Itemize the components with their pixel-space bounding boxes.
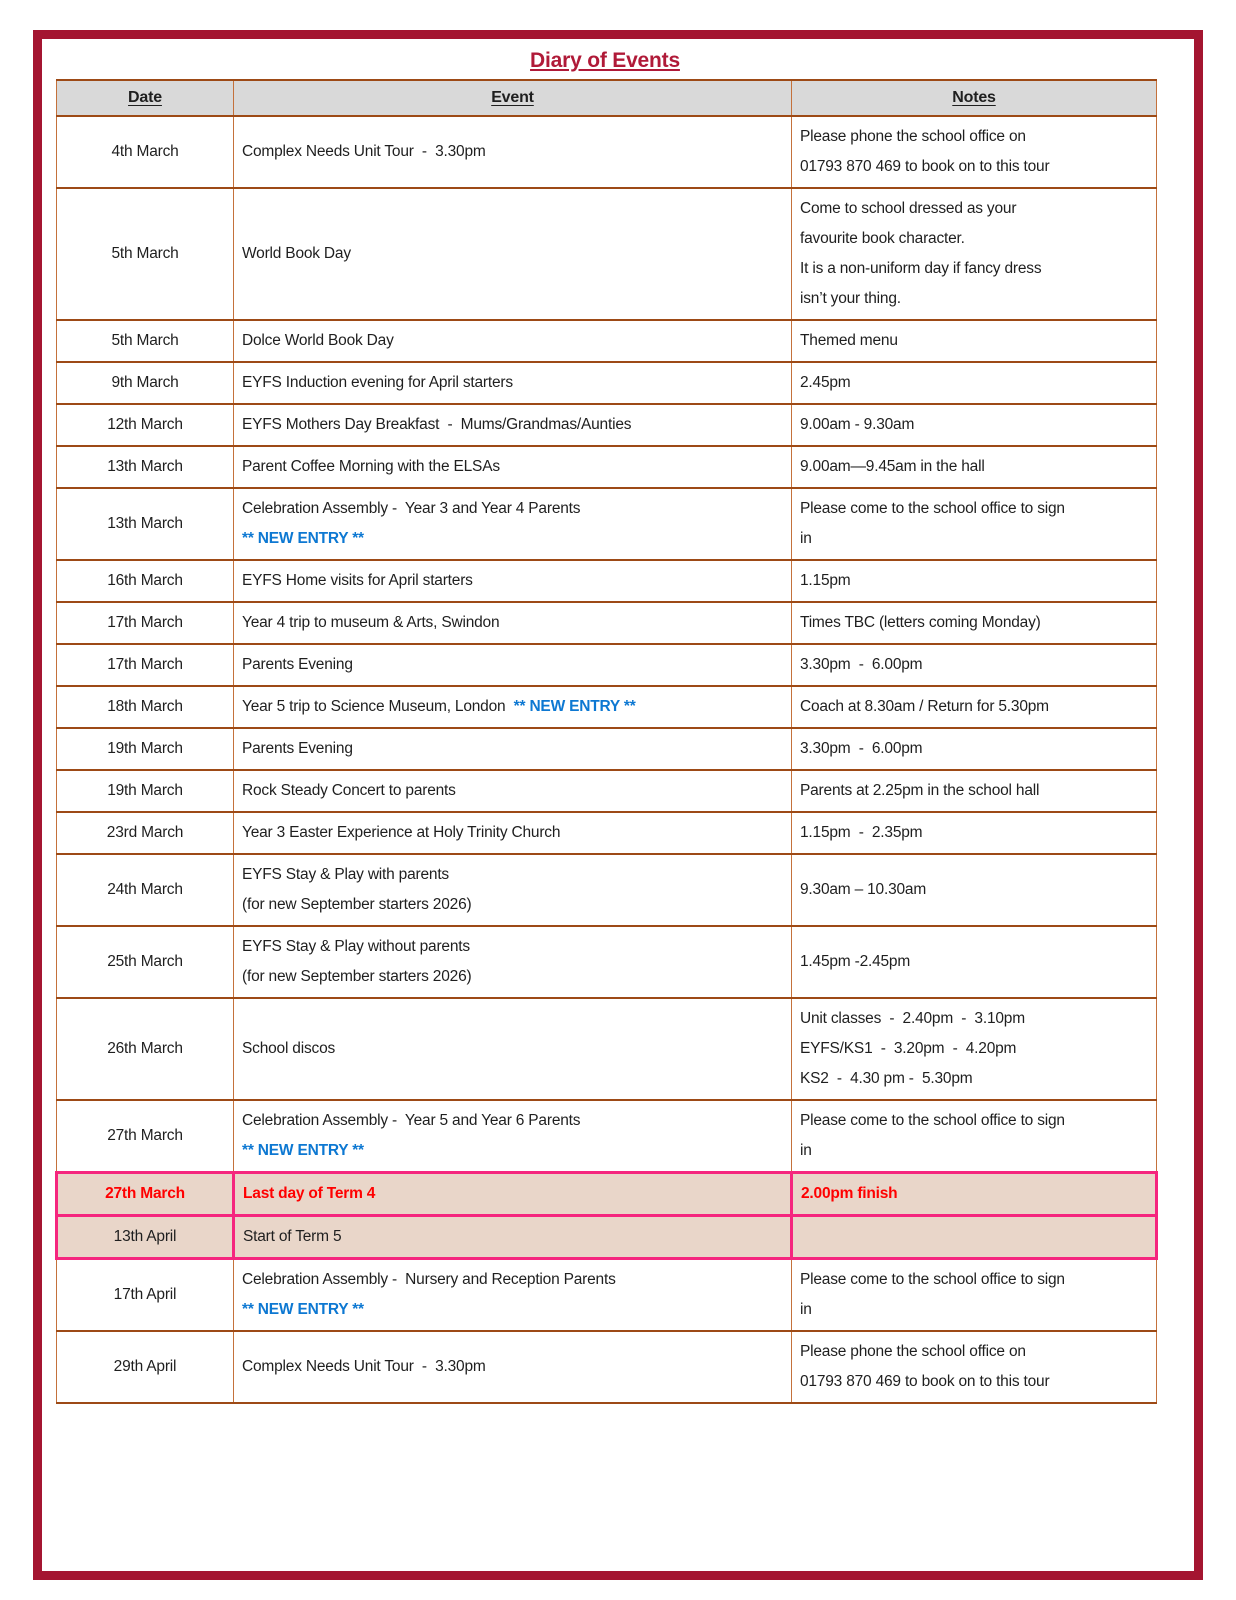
date-cell: 23rd March xyxy=(57,812,234,854)
event-cell: Parent Coffee Morning with the ELSAs xyxy=(234,446,792,488)
date-cell: 16th March xyxy=(57,560,234,602)
date-cell: 5th March xyxy=(57,188,234,320)
table-row xyxy=(57,1216,1157,1259)
event-cell: World Book Day xyxy=(234,188,792,320)
date-cell: 13th March xyxy=(57,488,234,560)
table-row xyxy=(57,770,1157,812)
table-row xyxy=(57,188,1157,320)
new-entry-badge: ** NEW ENTRY ** xyxy=(242,530,364,547)
date-cell: 18th March xyxy=(57,686,234,728)
table-row xyxy=(57,686,1157,728)
date-cell: 13th April xyxy=(57,1216,234,1259)
notes-cell: Parents at 2.25pm in the school hall xyxy=(792,770,1157,812)
notes-cell: 1.15pm xyxy=(792,560,1157,602)
date-cell: 17th April xyxy=(57,1259,234,1332)
date-cell: 26th March xyxy=(57,998,234,1100)
notes-cell: Please come to the school office to sign in xyxy=(792,488,1157,560)
notes-cell: 3.30pm - 6.00pm xyxy=(792,728,1157,770)
notes-cell: Unit classes - 2.40pm - 3.10pm EYFS/KS1 - 3.20pm - 4.20pm KS2 - 4.30 pm - 5.30pm xyxy=(792,998,1157,1100)
event-cell: EYFS Stay & Play with parents (for new September starters 2026) xyxy=(234,854,792,926)
table-row xyxy=(57,320,1157,362)
notes-cell: Please come to the school office to sign in xyxy=(792,1100,1157,1173)
event-cell: Celebration Assembly - Year 3 and Year 4 Parents ** NEW ENTRY ** xyxy=(234,488,792,560)
event-cell: School discos xyxy=(234,998,792,1100)
date-cell: 27th March xyxy=(57,1173,234,1216)
notes-cell: Please come to the school office to sign in xyxy=(792,1259,1157,1332)
event-cell: Parents Evening xyxy=(234,644,792,686)
event-cell: Start of Term 5 xyxy=(234,1216,792,1259)
table-row xyxy=(57,116,1157,188)
new-entry-badge: ** NEW ENTRY ** xyxy=(242,1142,364,1159)
notes-cell: Come to school dressed as your favourite book character. It is a non-uniform day if fancy dress isn’t your thing. xyxy=(792,188,1157,320)
notes-cell: 9.00am—9.45am in the hall xyxy=(792,446,1157,488)
notes-cell: Coach at 8.30am / Return for 5.30pm xyxy=(792,686,1157,728)
date-cell: 29th April xyxy=(57,1331,234,1403)
event-cell: EYFS Stay & Play without parents (for new September starters 2026) xyxy=(234,926,792,998)
table-row xyxy=(57,446,1157,488)
table-row xyxy=(57,362,1157,404)
table-row xyxy=(57,812,1157,854)
date-cell: 9th March xyxy=(57,362,234,404)
event-cell: Year 3 Easter Experience at Holy Trinity Church xyxy=(234,812,792,854)
table-row xyxy=(57,1259,1157,1332)
table-row xyxy=(57,1331,1157,1403)
event-cell: Parents Evening xyxy=(234,728,792,770)
table-row xyxy=(57,560,1157,602)
event-cell: Year 4 trip to museum & Arts, Swindon xyxy=(234,602,792,644)
page-border-frame xyxy=(33,30,1203,1580)
notes-cell: 3.30pm - 6.00pm xyxy=(792,644,1157,686)
event-cell: Celebration Assembly - Nursery and Reception Parents ** NEW ENTRY ** xyxy=(234,1259,792,1332)
column-header-notes: Notes xyxy=(792,80,1157,116)
date-cell: 5th March xyxy=(57,320,234,362)
table-row xyxy=(57,728,1157,770)
new-entry-badge: ** NEW ENTRY ** xyxy=(242,1301,364,1318)
table-row xyxy=(57,644,1157,686)
event-cell: Rock Steady Concert to parents xyxy=(234,770,792,812)
event-cell: Celebration Assembly - Year 5 and Year 6 Parents ** NEW ENTRY ** xyxy=(234,1100,792,1173)
date-cell: 13th March xyxy=(57,446,234,488)
table-row xyxy=(57,854,1157,926)
column-header-date: Date xyxy=(57,80,234,116)
date-cell: 19th March xyxy=(57,770,234,812)
diary-of-events-table xyxy=(55,79,1158,1404)
new-entry-badge: ** NEW ENTRY ** xyxy=(513,698,636,715)
event-cell: EYFS Home visits for April starters xyxy=(234,560,792,602)
event-cell: Dolce World Book Day xyxy=(234,320,792,362)
table-row xyxy=(57,1173,1157,1216)
column-header-event: Event xyxy=(234,80,792,116)
table-header-row xyxy=(57,80,1157,116)
date-cell: 12th March xyxy=(57,404,234,446)
event-cell: Last day of Term 4 xyxy=(234,1173,792,1216)
table-row xyxy=(57,488,1157,560)
event-cell: Complex Needs Unit Tour - 3.30pm xyxy=(234,1331,792,1403)
notes-cell: Please phone the school office on 01793 870 469 to book on to this tour xyxy=(792,116,1157,188)
event-cell: EYFS Induction evening for April starters xyxy=(234,362,792,404)
table-row xyxy=(57,1100,1157,1173)
table-row xyxy=(57,998,1157,1100)
event-cell: Year 5 trip to Science Museum, London ** NEW ENTRY ** xyxy=(234,686,792,728)
date-cell: 19th March xyxy=(57,728,234,770)
table-row xyxy=(57,926,1157,998)
notes-cell: 1.45pm -2.45pm xyxy=(792,926,1157,998)
notes-cell: Times TBC (letters coming Monday) xyxy=(792,602,1157,644)
notes-cell: Please phone the school office on 01793 870 469 to book on to this tour xyxy=(792,1331,1157,1403)
date-cell: 17th March xyxy=(57,644,234,686)
date-cell: 25th March xyxy=(57,926,234,998)
notes-cell: 9.00am - 9.30am xyxy=(792,404,1157,446)
event-cell: EYFS Mothers Day Breakfast - Mums/Grandmas/Aunties xyxy=(234,404,792,446)
notes-cell: 2.45pm xyxy=(792,362,1157,404)
notes-cell: 2.00pm finish xyxy=(792,1173,1157,1216)
table-row xyxy=(57,404,1157,446)
date-cell: 27th March xyxy=(57,1100,234,1173)
notes-cell: 1.15pm - 2.35pm xyxy=(792,812,1157,854)
table-row xyxy=(57,602,1157,644)
date-cell: 17th March xyxy=(57,602,234,644)
date-cell: 4th March xyxy=(57,116,234,188)
notes-cell: Themed menu xyxy=(792,320,1157,362)
date-cell: 24th March xyxy=(57,854,234,926)
page-title: Diary of Events xyxy=(530,49,680,72)
notes-cell xyxy=(792,1216,1157,1259)
event-cell: Complex Needs Unit Tour - 3.30pm xyxy=(234,116,792,188)
notes-cell: 9.30am – 10.30am xyxy=(792,854,1157,926)
